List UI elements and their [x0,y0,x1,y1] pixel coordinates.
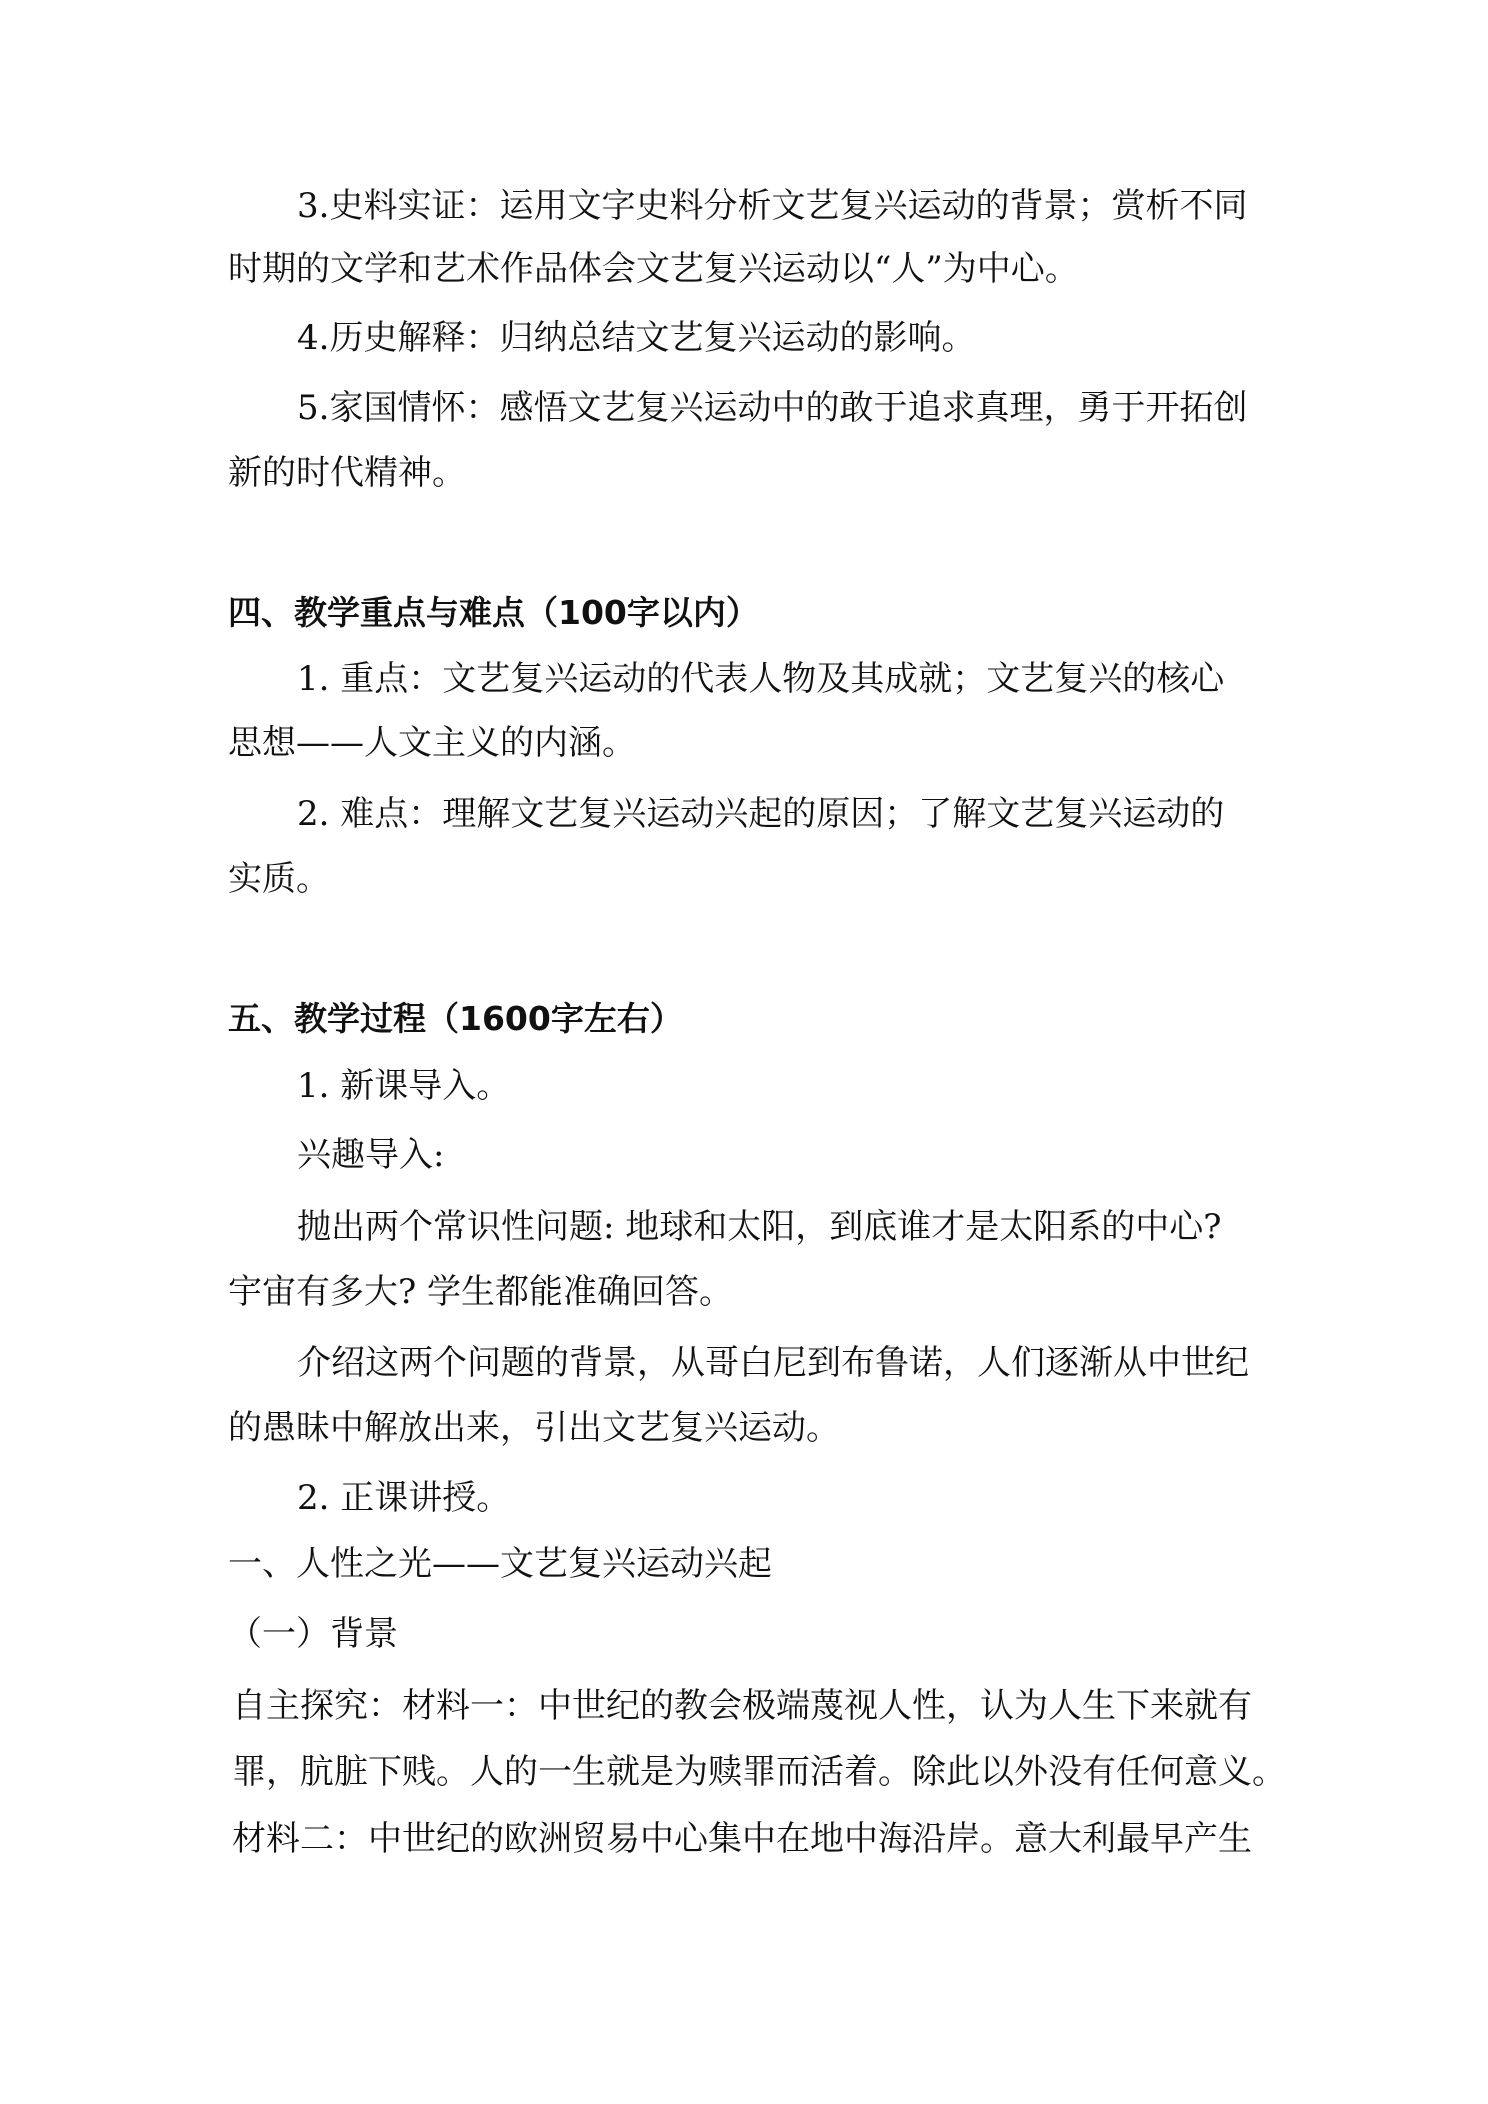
objective-3-line-1: 3.史料实证：运用文字史料分析文艺复兴运动的背景；赏析不同 [297,186,1248,226]
objective-3-line-2: 时期的文学和艺术作品体会文艺复兴运动以“人”为中心。 [228,249,1079,289]
inquiry-line-3: 材料二：中世纪的欧洲贸易中心集中在地中海沿岸。意大利最早产生 [232,1819,1252,1859]
subheading-background: （一）背景 [228,1614,398,1654]
section-5-heading: 五、教学过程（1600字左右） [228,999,683,1038]
background-paragraph-line-1: 介绍这两个问题的背景，从哥白尼到布鲁诺，人们逐渐从中世纪 [297,1343,1249,1383]
question-paragraph-line-1: 抛出两个常识性问题: 地球和太阳，到底谁才是太阳系的中心? [297,1207,1222,1247]
new-lesson-intro: 1. 新课导入。 [297,1066,511,1106]
subheading-human-light: 一、人性之光——文艺复兴运动兴起 [228,1544,772,1584]
background-paragraph-line-2: 的愚昧中解放出来，引出文艺复兴运动。 [228,1408,840,1448]
question-paragraph-line-2: 宇宙有多大? 学生都能准确回答。 [228,1272,734,1312]
interest-intro-label: 兴趣导入: [297,1135,445,1175]
difficulty-line-2: 实质。 [228,859,330,899]
key-point-line-1: 1. 重点：文艺复兴运动的代表人物及其成就；文艺复兴的核心 [297,659,1225,699]
inquiry-line-2: 罪，肮脏下贱。人的一生就是为赎罪而活着。除此以外没有任何意义。 [232,1752,1286,1792]
objective-4: 4.历史解释：归纳总结文艺复兴运动的影响。 [297,318,976,358]
objective-5-line-1: 5.家国情怀：感悟文艺复兴运动中的敢于追求真理，勇于开拓创 [297,388,1248,428]
objective-5-line-2: 新的时代精神。 [228,453,466,493]
key-point-line-2: 思想——人文主义的内涵。 [228,723,636,763]
formal-lesson: 2. 正课讲授。 [297,1478,511,1518]
inquiry-line-1: 自主探究：材料一：中世纪的教会极端蔑视人性，认为人生下来就有 [232,1686,1252,1726]
difficulty-line-1: 2. 难点：理解文艺复兴运动兴起的原因；了解文艺复兴运动的 [297,794,1225,834]
section-4-heading: 四、教学重点与难点（100字以内） [228,593,759,632]
